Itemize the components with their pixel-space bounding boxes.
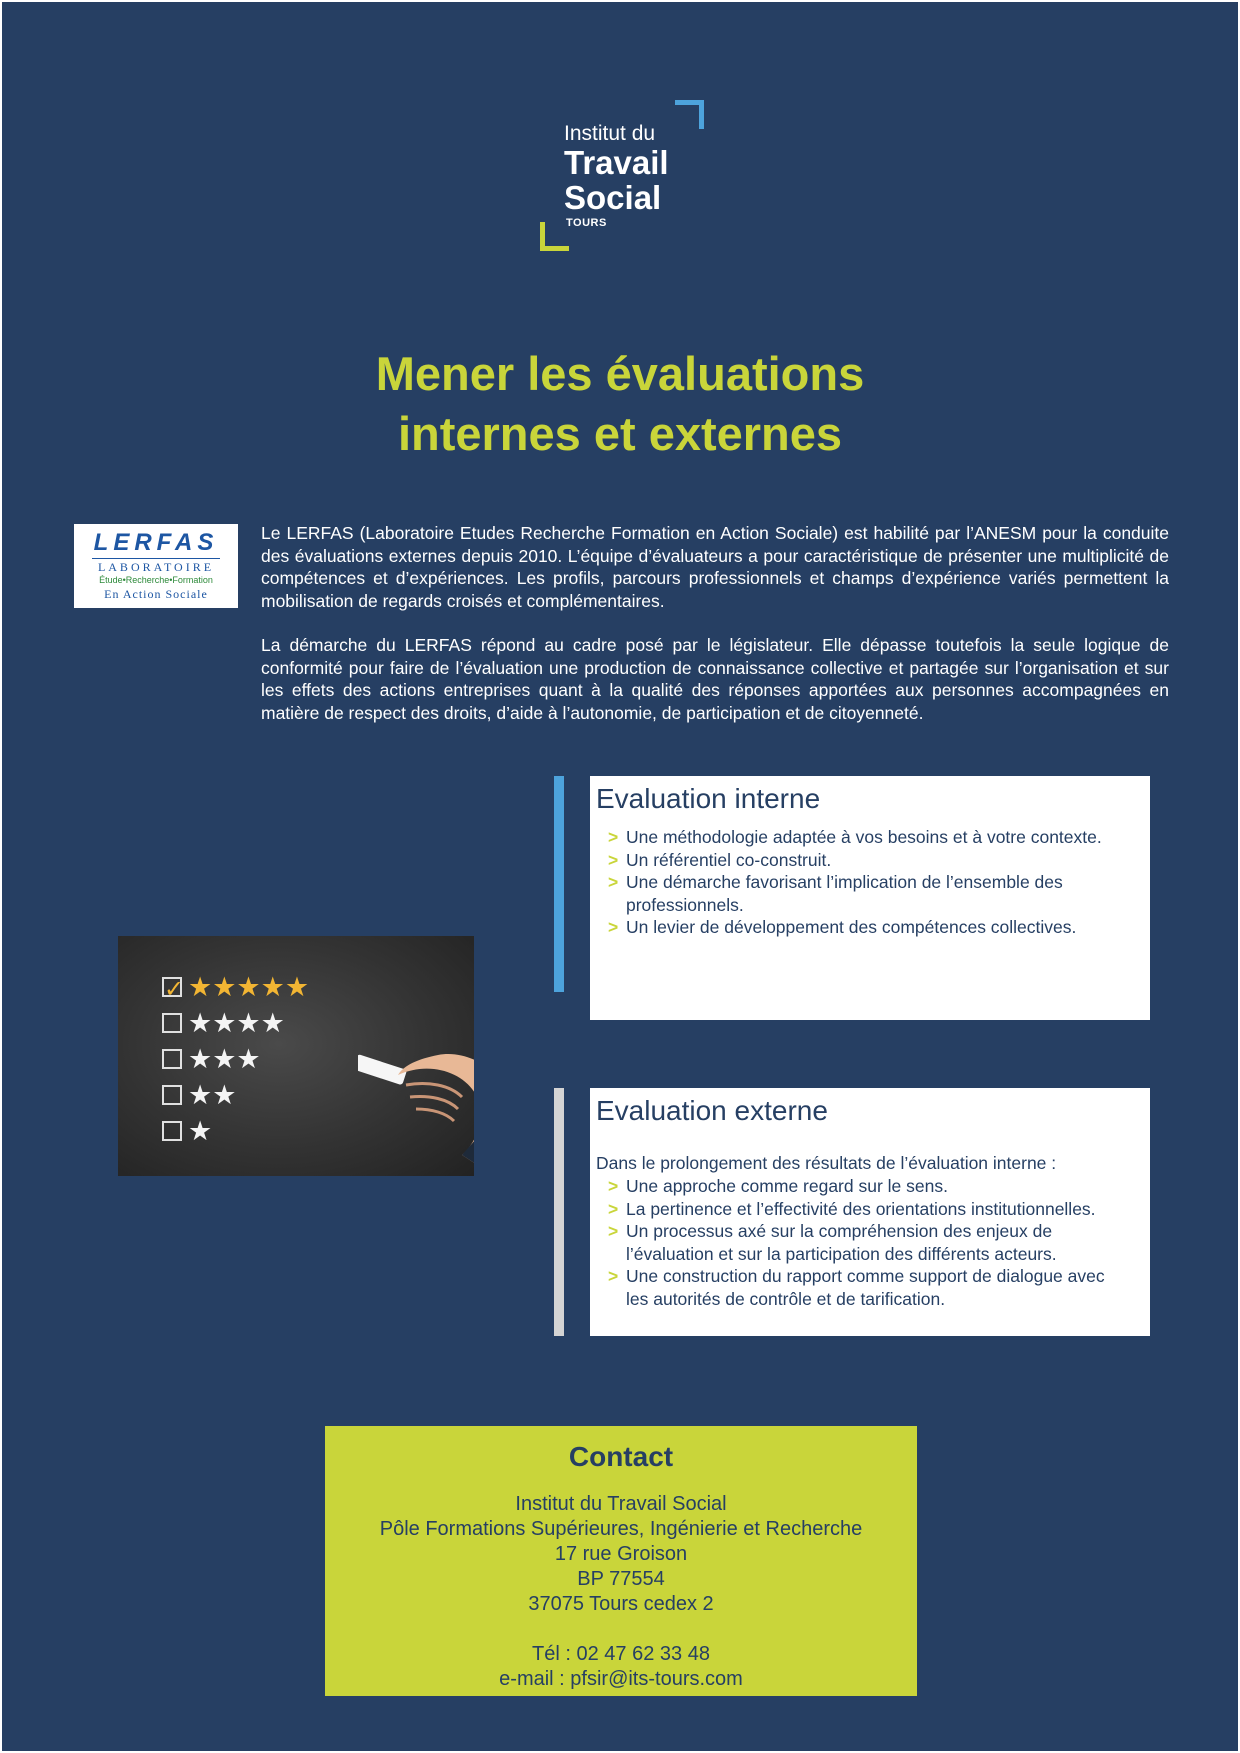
star-icons: ★★★★ bbox=[188, 1008, 285, 1038]
list-item: > Un référentiel co-construit. bbox=[608, 849, 832, 870]
checkbox-icon bbox=[162, 1085, 182, 1105]
contact-phone: Tél : 02 47 62 33 48 bbox=[532, 1643, 710, 1665]
eval-interne-title: Evaluation interne bbox=[596, 783, 821, 814]
page-title bbox=[2, 344, 1238, 464]
logo-corner-blue bbox=[675, 100, 704, 129]
title-line1: Mener les évaluations bbox=[375, 347, 865, 400]
interne-accent-bar bbox=[554, 776, 564, 992]
rating-row-3 bbox=[162, 1044, 261, 1074]
list-item: > Une construction du rapport comme support de dialogue avec les autorités de contrôle et de tarification. bbox=[608, 1266, 1105, 1309]
rating-chalkboard-image bbox=[118, 936, 474, 1176]
contact-org: Institut du Travail Social bbox=[515, 1493, 727, 1515]
contact-bp: BP 77554 bbox=[577, 1568, 665, 1590]
title-line2: internes et externes bbox=[397, 407, 843, 460]
contact-box bbox=[325, 1426, 917, 1696]
rating-row-2 bbox=[162, 1080, 236, 1110]
star-icons: ★ bbox=[188, 1116, 213, 1146]
list-item: > Une démarche favorisant l’implication de l’ensemble des professionnels. bbox=[608, 872, 1063, 915]
chevron-right-icon: > bbox=[608, 917, 619, 937]
lerfas-name: LERFAS bbox=[93, 529, 219, 556]
contact-city: 37075 Tours cedex 2 bbox=[528, 1593, 714, 1615]
lerfas-divider bbox=[92, 558, 220, 559]
checkbox-icon bbox=[162, 1121, 182, 1141]
eval-externe-list bbox=[608, 1175, 1128, 1310]
eval-externe-title: Evaluation externe bbox=[596, 1095, 828, 1126]
lerfas-sub1: LABORATOIRE bbox=[97, 560, 215, 574]
externe-accent-bar bbox=[554, 1088, 564, 1336]
rating-row-4 bbox=[162, 1008, 285, 1038]
star-icons: ★★★ bbox=[188, 1044, 261, 1074]
checkbox-icon bbox=[162, 1049, 182, 1069]
checkbox-icon bbox=[162, 976, 185, 1003]
intro-paragraph-1: Le LERFAS (Laboratoire Etudes Recherche Formation en Action Sociale) est habilité par l’ANESM pour la conduite des évaluations externes depuis 2010. L’équipe d’évaluateurs a pour caractéristique de présenter une multiplicité de compétences et d’expériences. Les profils, parcours professionnels et champs d’expérience variés permettent la mobilisation de regards croisés et complémentaires. bbox=[261, 523, 1169, 611]
chevron-right-icon: > bbox=[608, 1198, 619, 1219]
lerfas-logo bbox=[74, 524, 238, 608]
contact-title: Contact bbox=[568, 1441, 674, 1472]
chevron-right-icon: > bbox=[608, 872, 619, 892]
list-item: > Une approche comme regard sur le sens. bbox=[608, 1176, 948, 1196]
chevron-right-icon: > bbox=[608, 827, 619, 847]
star-icons: ★★★★★ bbox=[188, 972, 310, 1002]
logo-line3: Social bbox=[564, 179, 662, 216]
checkbox-icon bbox=[162, 1013, 182, 1033]
list-item: > La pertinence et l’effectivité des orientations institutionnelles. bbox=[608, 1198, 1096, 1219]
chevron-right-icon: > bbox=[608, 1176, 619, 1196]
chevron-right-icon: > bbox=[608, 849, 619, 870]
eval-interne-panel bbox=[590, 776, 1150, 1020]
its-logo bbox=[540, 100, 710, 255]
logo-corner-green bbox=[540, 222, 569, 251]
rating-row-5 bbox=[162, 972, 309, 1002]
lerfas-sub3: En Action Sociale bbox=[104, 587, 208, 601]
contact-street: 17 rue Groison bbox=[554, 1543, 688, 1565]
eval-externe-intro: Dans le prolongement des résultats de l’évaluation interne : bbox=[596, 1153, 1057, 1173]
intro-text bbox=[261, 522, 1169, 746]
rating-row-1 bbox=[162, 1116, 212, 1146]
chevron-right-icon: > bbox=[608, 1221, 619, 1241]
hand-with-chalk-icon bbox=[358, 1051, 474, 1176]
list-item: > Une méthodologie adaptée à vos besoins et à votre contexte. bbox=[608, 827, 1102, 847]
brochure-page bbox=[2, 2, 1238, 1751]
chevron-right-icon: > bbox=[608, 1266, 619, 1286]
list-item: > Un processus axé sur la compréhension des enjeux de l’évaluation et sur la participation des différents acteurs. bbox=[608, 1221, 1057, 1264]
eval-interne-list bbox=[608, 826, 1128, 939]
logo-line4: TOURS bbox=[566, 217, 607, 229]
check-icon: ✓ bbox=[164, 976, 185, 1003]
contact-dept: Pôle Formations Supérieures, Ingénierie et Recherche bbox=[379, 1518, 863, 1540]
logo-line1: Institut du bbox=[564, 122, 656, 145]
eval-externe-panel bbox=[590, 1088, 1150, 1336]
lerfas-sub2: Étude•Recherche•Formation bbox=[99, 575, 213, 585]
star-icons: ★★ bbox=[188, 1080, 237, 1110]
logo-line2: Travail bbox=[564, 144, 669, 181]
list-item: > Un levier de développement des compétences collectives. bbox=[608, 917, 1077, 937]
intro-paragraph-2: La démarche du LERFAS répond au cadre posé par le législateur. Elle dépasse toutefois la seule logique de conformité pour faire de l’évaluation une production de connaissance collective et partagée sur l’organisation et sur les effets des actions entreprises quant à la qualité des réponses apportées aux personnes accompagnées en matière de respect des droits, d’aide à l’autonomie, de participation et de citoyenneté. bbox=[261, 635, 1169, 723]
contact-email[interactable]: e-mail : pfsir@its-tours.com bbox=[499, 1668, 743, 1690]
